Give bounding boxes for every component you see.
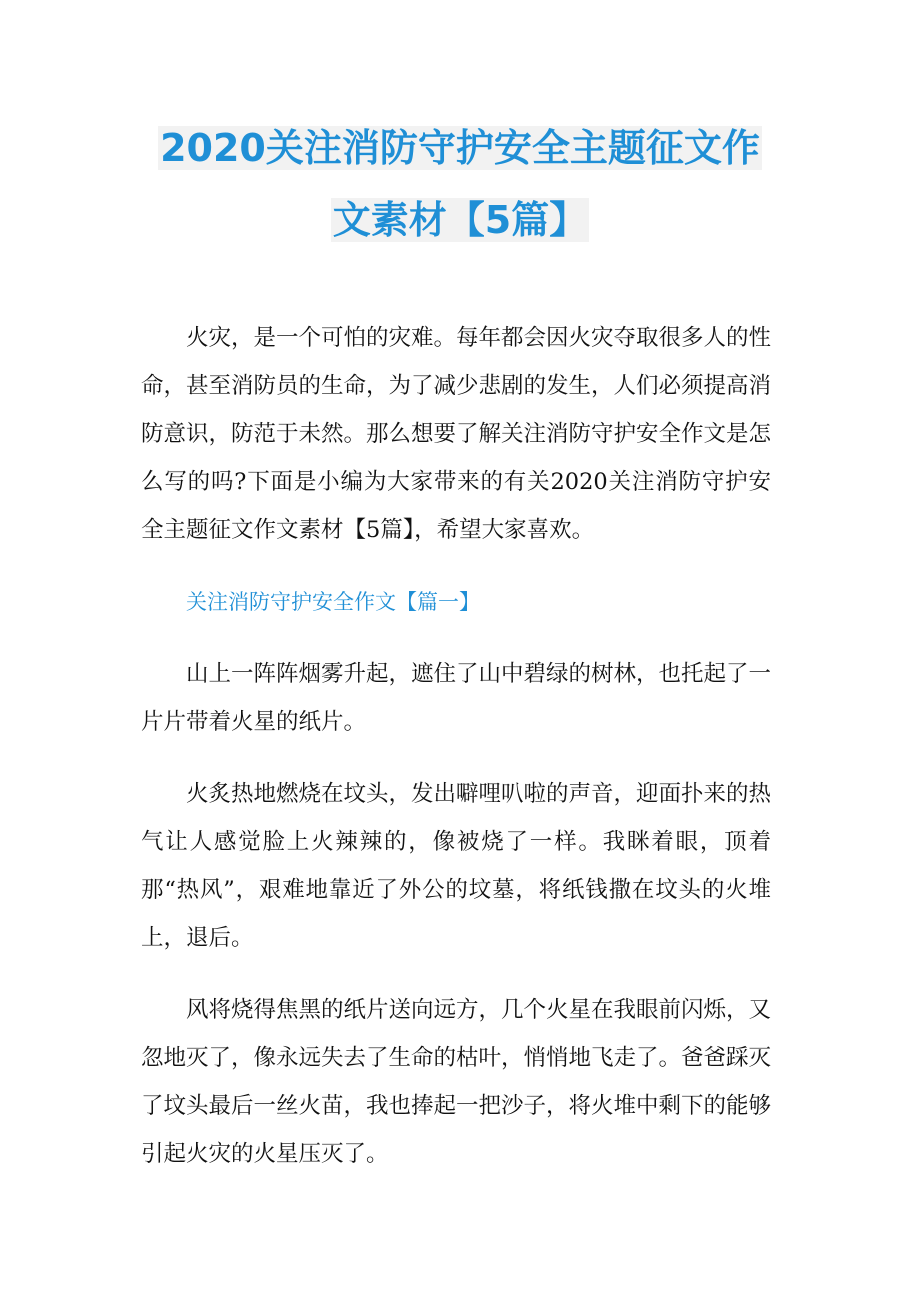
title-line-2: 文素材【5篇】 [332,198,588,242]
document-title [100,112,820,256]
body-paragraph: 火炙热地燃烧在坟头，发出噼哩叭啦的声音，迎面扑来的热气让人感觉脸上火辣辣的，像被烧了一样。我眯着眼，顶着那“热风”，艰难地靠近了外公的坟墓，将纸钱撒在坟头的火堆上，退后。 [141,781,772,951]
section-heading: 关注消防守护安全作文【篇一】 [186,590,480,614]
intro-paragraph: 火灾，是一个可怕的灾难。每年都会因火灾夺取很多人的性命，甚至消防员的生命，为了减少悲剧的发生，人们必须提高消防意识，防范于未然。那么想要了解关注消防守护安全作文是怎么写的吗?下面是小编为大家带来的有关2020关注消防守护安全主题征文作文素材【5篇】，希望大家喜欢。 [141,325,772,543]
body-paragraph: 山上一阵阵烟雾升起，遮住了山中碧绿的树林，也托起了一片片带着火星的纸片。 [141,661,772,735]
document-body [141,314,771,1202]
body-paragraph: 风将烧得焦黑的纸片送向远方，几个火星在我眼前闪烁，又忽地灭了，像永远失去了生命的枯叶，悄悄地飞走了。爸爸踩灭了坟头最后一丝火苗，我也捧起一把沙子，将火堆中剩下的能够引起火灾的火星压灭了。 [141,997,772,1167]
title-line-1: 2020关注消防守护安全主题征文作 [160,126,760,170]
